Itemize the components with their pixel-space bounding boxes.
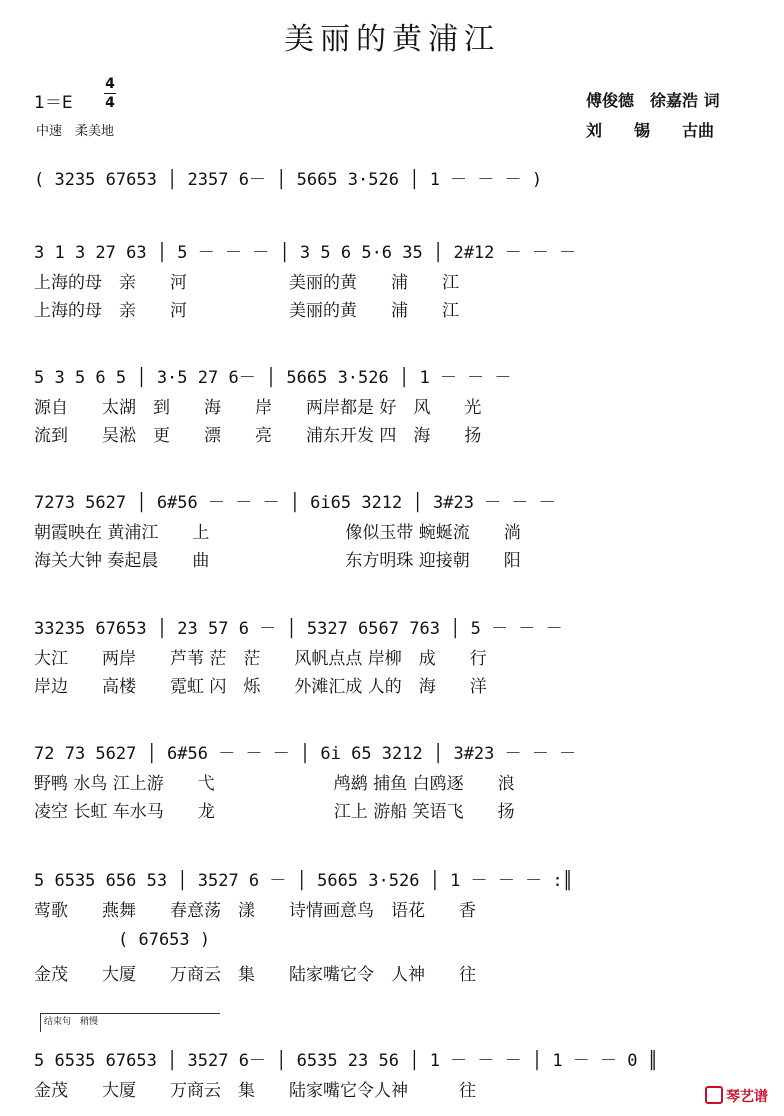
tempo-marking: 中速 柔美地 [36, 124, 115, 139]
notation-line-3: 5 3 5 6 5 │ 3·5 27 6－ │ 5665 3·526 │ 1 － － － [34, 368, 512, 388]
notation-line-2: 3 1 3 27 63 │ 5 － － － │ 3 5 6 5·6 35 │ 2#12 － － － [34, 243, 577, 263]
notation-line-1: ( 3235 67653 │ 2357 6－ │ 5665 3·526 │ 1 － － － ) [34, 170, 543, 190]
lyric-line-7-verse-1: 莺歌 燕舞 春意荡 漾 诗情画意鸟 语花 香 [34, 901, 476, 921]
lyricist-credit: 傅俊德 徐嘉浩 词 [586, 91, 720, 110]
key-signature: 1＝E [34, 93, 73, 113]
notation-line-4: 7273 5627 │ 6#56 － － － │ 6i65 3212 │ 3#23 － － － [34, 493, 556, 513]
lyric-line-2-verse-1: 上海的母 亲 河 美丽的黄 浦 江 [34, 273, 459, 293]
logo-text: 琴艺谱 [726, 1089, 768, 1105]
notation-line-5: 33235 67653 │ 23 57 6 － │ 5327 6567 763 │ 5 － － － [34, 619, 563, 639]
logo-icon [705, 1086, 723, 1104]
lyric-line-3-verse-2: 流到 吴淞 更 漂 亮 浦东开发 四 海 扬 [34, 426, 482, 446]
lyric-line-4-verse-2: 海关大钟 奏起晨 曲 东方明珠 迎接朝 阳 [34, 551, 521, 571]
notation-line-7: 5 6535 656 53 │ 3527 6 － │ 5665 3·526 │ 1 － － － :║ [34, 871, 573, 891]
lyric-line-6-verse-1: 野鸭 水鸟 江上游 弋 鸬鹚 捕鱼 白鸥逐 浪 [34, 774, 515, 794]
notation-line-ending: 5 6535 67653 │ 3527 6－ │ 6535 23 56 │ 1 － － － │ 1 － － 0 ║ [34, 1051, 658, 1071]
lyric-line-ending: 金茂 大厦 万商云 集 陆家嘴它令人神 往 [34, 1081, 476, 1101]
song-title: 美丽的黄浦江 [284, 22, 500, 57]
lyric-line-4-verse-1: 朝霞映在 黄浦江 上 像似玉带 蜿蜒流 淌 [34, 523, 521, 543]
lyric-line-5-verse-1: 大江 两岸 芦苇 茫 茫 风帆点点 岸柳 成 行 [34, 649, 487, 669]
notation-line-6: 72 73 5627 │ 6#56 － － － │ 6i 65 3212 │ 3#23 － － － [34, 744, 577, 764]
lyric-line-5-verse-2: 岸边 高楼 霓虹 闪 烁 外滩汇成 人的 海 洋 [34, 677, 487, 697]
site-logo [705, 1086, 768, 1106]
time-signature [104, 76, 116, 111]
meter-top: 4 [105, 76, 115, 92]
lyric-line-7-verse-2: 金茂 大厦 万商云 集 陆家嘴它令 人神 往 [34, 965, 476, 985]
meter-bottom: 4 [105, 95, 115, 111]
lyric-line-6-verse-2: 凌空 长虹 车水马 龙 江上 游船 笑语飞 扬 [34, 802, 515, 822]
notation-line-7-interlude: ( 67653 ) [118, 930, 211, 950]
composer-credit: 刘 锡 古曲 [586, 121, 715, 140]
ending-label: 结束句 稍慢 [40, 1013, 220, 1032]
lyric-line-3-verse-1: 源自 太湖 到 海 岸 两岸都是 好 风 光 [34, 398, 482, 418]
lyric-line-2-verse-2: 上海的母 亲 河 美丽的黄 浦 江 [34, 301, 459, 321]
